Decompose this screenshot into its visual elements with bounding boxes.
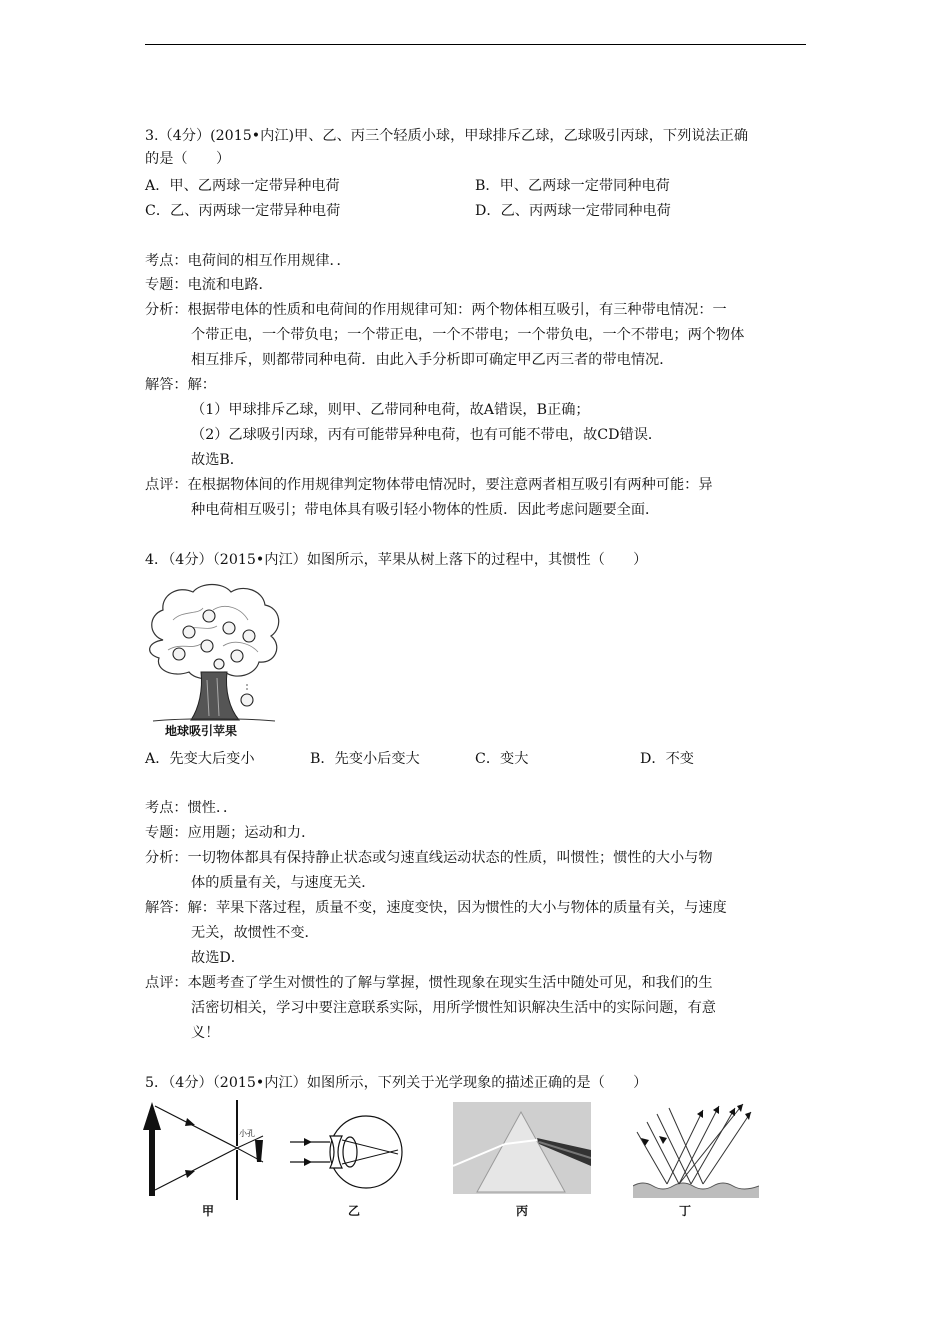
q4-option-b: B．先变小后变大 — [310, 751, 420, 767]
pinhole-illustration — [143, 1100, 273, 1200]
q4-option-d: D．不变 — [640, 751, 694, 767]
header-rule — [145, 44, 806, 45]
figure-caption-bing: 丙 — [516, 1204, 529, 1218]
q3-jieda-line2: （2）乙球吸引丙球，丙有可能带异种电荷，也有可能不带电，故CD错误． — [191, 427, 663, 443]
q4-fenxi-line1: 分析：一切物体都具有保持静止状态或匀速直线运动状态的性质，叫惯性；惯性的大小与物 — [145, 850, 713, 866]
q3-stem-line2: 的是（ ） — [145, 151, 231, 167]
q3-fenxi-line3: 相互排斥，则都带同种电荷．由此入手分析即可确定甲乙丙三者的带电情况． — [191, 352, 674, 368]
q3-option-c: C．乙、丙两球一定带异种电荷 — [145, 203, 341, 219]
diffuse-reflection-figure — [633, 1102, 759, 1198]
q4-dianping-line1: 点评：本题考查了学生对惯性的了解与掌握，惯性现象在现实生活中随处可见，和我们的生 — [145, 975, 713, 991]
q4-dianping-line3: 义！ — [191, 1025, 220, 1041]
eye-lens-figure — [288, 1108, 408, 1198]
pinhole-figure — [143, 1100, 273, 1200]
q3-option-b: B．甲、乙两球一定带同种电荷 — [475, 178, 670, 194]
apple-tree-caption: 地球吸引苹果 — [165, 724, 238, 738]
q4-jieda-line1: 解答：解：苹果下落过程，质量不变，速度变快，因为惯性的大小与物体的质量有关，与速度 — [145, 900, 727, 916]
q3-jieda: 解答：解： — [145, 377, 216, 393]
diffuse-reflection-illustration — [633, 1102, 759, 1198]
q4-jieda-line3: 故选D． — [191, 950, 245, 966]
q3-option-d: D．乙、丙两球一定带同种电荷 — [475, 203, 671, 219]
q4-dianping-line2: 活密切相关，学习中要注意联系实际，用所学惯性知识解决生活中的实际问题，有意 — [191, 1000, 716, 1016]
figure-caption-yi: 乙 — [348, 1204, 361, 1218]
q3-dianping-line2: 种电荷相互吸引；带电体具有吸引轻小物体的性质．因此考虑问题要全面． — [191, 502, 660, 518]
prism-figure — [453, 1102, 591, 1194]
figure-caption-ding: 丁 — [679, 1204, 692, 1218]
q3-fenxi-line2: 个带正电，一个带负电；一个带正电，一个不带电；一个带负电，一个不带电；两个物体 — [191, 327, 745, 343]
apple-tree-illustration — [143, 580, 283, 740]
q3-option-a: A．甲、乙两球一定带异种电荷 — [145, 178, 340, 194]
pinhole-label: 小孔 — [239, 1129, 255, 1138]
q5-stem: 5．（4分）（2015•内江）如图所示，下列关于光学现象的描述正确的是（ ） — [145, 1075, 648, 1091]
q4-zhuanti: 专题：应用题；运动和力． — [145, 825, 316, 841]
q4-jieda-line2: 无关，故惯性不变． — [191, 925, 319, 941]
q3-jieda-line3: 故选B． — [191, 452, 244, 468]
apple-tree-figure — [143, 580, 283, 740]
q3-zhuanti: 专题：电流和电路． — [145, 277, 273, 293]
q3-fenxi-line1: 分析：根据带电体的性质和电荷间的作用规律可知：两个物体相互吸引，有三种带电情况：一 — [145, 302, 727, 318]
figure-caption-jia: 甲 — [202, 1204, 215, 1218]
q3-kaodian: 考点：电荷间的相互作用规律．． — [145, 253, 351, 269]
q4-stem: 4．（4分）（2015•内江）如图所示，苹果从树上落下的过程中，其惯性（ ） — [145, 552, 648, 568]
q3-stem-line1: 3.（4分）(2015•内江)甲、乙、丙三个轻质小球，甲球排斥乙球，乙球吸引丙球，下列说法正确 — [145, 128, 749, 144]
eye-lens-illustration — [288, 1108, 408, 1198]
q3-jieda-line1: （1）甲球排斥乙球，则甲、乙带同种电荷，故A错误，B正确； — [191, 402, 590, 418]
q4-option-a: A．先变大后变小 — [145, 751, 255, 767]
q3-dianping-line1: 点评：在根据物体间的作用规律判定物体带电情况时，要注意两者相互吸引有两种可能：异 — [145, 477, 713, 493]
q4-kaodian: 考点：惯性．． — [145, 800, 238, 816]
q4-fenxi-line2: 体的质量有关，与速度无关． — [191, 875, 376, 891]
prism-illustration — [453, 1102, 591, 1194]
q4-option-c: C．变大 — [475, 751, 529, 767]
